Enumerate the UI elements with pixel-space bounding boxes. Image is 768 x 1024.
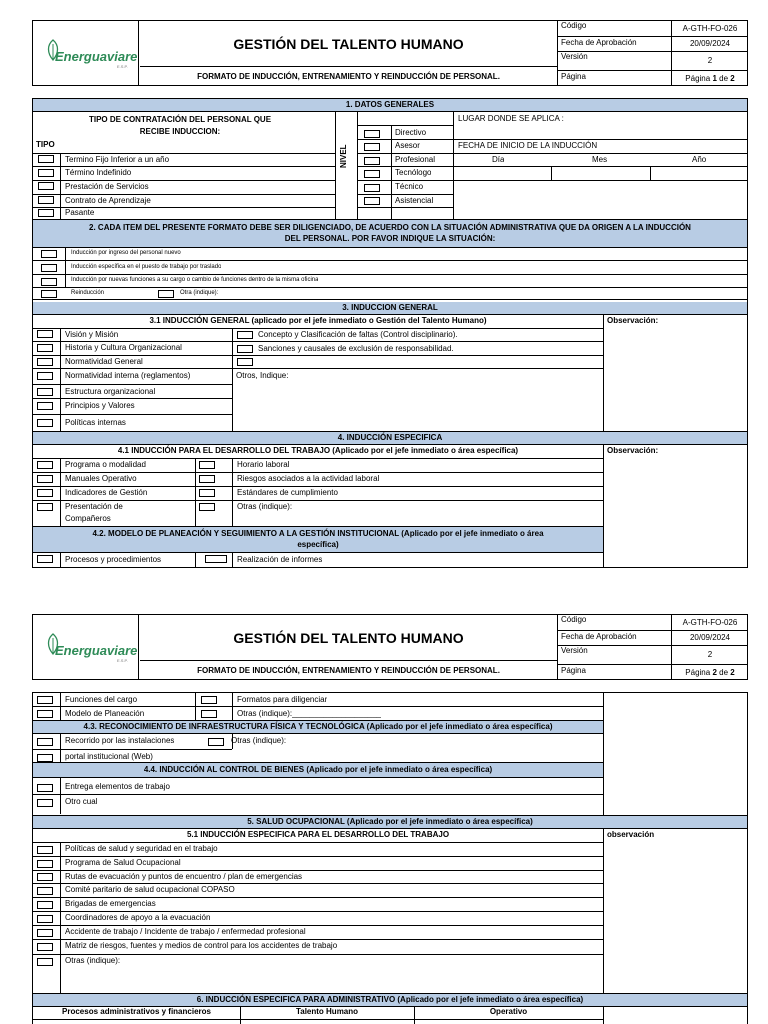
version-value: 2 [707, 650, 713, 659]
checkbox-salud-9[interactable] [37, 958, 53, 966]
checkbox-nuevas-funciones[interactable] [41, 278, 57, 286]
checkbox-modelo[interactable] [37, 710, 53, 718]
checkbox-salud-5[interactable] [37, 901, 53, 909]
especifica-indicadores: Indicadores de Gestión [65, 488, 148, 497]
page-title: GESTIÓN DEL TALENTO HUMANO [233, 630, 464, 646]
page-label: Página [561, 72, 586, 81]
checkbox-faltas[interactable] [237, 331, 253, 339]
checkbox-tipo-fijo[interactable] [38, 155, 54, 163]
especifica-manuales: Manuales Operativo [65, 474, 137, 483]
checkbox-nivel-asistencial[interactable] [364, 197, 380, 205]
checkbox-historia[interactable] [37, 344, 53, 352]
nivel-directivo: Directivo [395, 128, 427, 137]
nivel-asistencial: Asistencial [395, 196, 434, 205]
section5-band: 5. SALUD OCUPACIONAL (Aplicado por el jefe inmediato o área específica) [33, 816, 747, 828]
general-otros: Otros, Indique: [236, 371, 289, 380]
checkbox-tipo-indefinido[interactable] [38, 169, 54, 177]
tipo-pasante: Pasante [65, 208, 95, 217]
checkbox-salud-1[interactable] [37, 846, 53, 854]
general-estructura: Estructura organizacional [65, 387, 156, 396]
checkbox-nivel-directivo[interactable] [364, 130, 380, 138]
salud-otras: Otras (indique): [65, 956, 121, 965]
contract-type-title: TIPO DE CONTRATACIÓN DEL PERSONAL QUE RECIBE INDUCCION: [88, 115, 272, 136]
checkbox-otra-situacion[interactable] [158, 290, 174, 298]
section4-1-title: 4.1 INDUCCIÓN PARA EL DESARROLLO DEL TRABAJO (Aplicado por el jefe inmediato o área específica) [117, 446, 519, 455]
approval-value: 20/09/2024 [689, 39, 731, 48]
code-value: A-GTH-FO-026 [682, 24, 738, 33]
logo [33, 615, 139, 679]
especifica-programa: Programa o modalidad [65, 460, 146, 469]
general-normatividad: Normatividad General [65, 357, 143, 366]
mes-label: Mes [592, 155, 608, 164]
version-label: Versión [561, 646, 588, 655]
checkbox-sanciones[interactable] [237, 345, 253, 353]
general-faltas: Concepto y Clasificación de faltas (Control disciplinario). [258, 330, 458, 339]
tipo-prestacion: Prestación de Servicios [65, 182, 149, 191]
checkbox-tipo-prestacion[interactable] [38, 182, 54, 190]
salud-matriz: Matriz de riesgos, fuentes y medios de control para los accidentes de trabajo [65, 941, 338, 950]
checkbox-nivel-tecnologo[interactable] [364, 170, 380, 178]
checkbox-tipo-pasante[interactable] [38, 209, 54, 217]
logo-tag: E.S.P. [117, 658, 128, 663]
nivel-tecnico: Técnico [395, 182, 424, 191]
checkbox-normatividad[interactable] [37, 358, 53, 366]
checkbox-otros-general[interactable] [237, 358, 253, 366]
salud-accidente: Accidente de trabajo / Incidente de trabajo / enfermedad profesional [65, 927, 306, 936]
checkbox-otras-especifica[interactable] [199, 503, 215, 511]
checkbox-funciones[interactable] [37, 696, 53, 704]
checkbox-estructura[interactable] [37, 388, 53, 396]
logo-tag: E.S.P. [117, 64, 128, 69]
checkbox-salud-8[interactable] [37, 943, 53, 951]
code-value: A-GTH-FO-026 [682, 618, 738, 627]
general-principios: Principios y Valores [65, 401, 135, 410]
situacion-traslado: Inducción específica en el puesto de trabajo por traslado [71, 264, 222, 270]
section5-observacion: observación [607, 830, 655, 839]
general-vision: Visión y Misión [65, 330, 119, 339]
salud-programa: Programa de Salud Ocupacional [65, 858, 181, 867]
checkbox-salud-6[interactable] [37, 915, 53, 923]
version-value: 2 [707, 56, 713, 65]
version-label: Versión [561, 52, 588, 61]
planeacion-procesos: Procesos y procedimientos [65, 555, 162, 564]
approval-value: 20/09/2024 [689, 633, 731, 642]
p2-otro-cual: Otro cual [65, 797, 98, 806]
approval-label: Fecha de Aprobación [561, 632, 637, 641]
section5-1-title: 5.1 INDUCCIÓN ESPECIFICA PARA EL DESARROLLO DEL TRABAJO [186, 830, 450, 839]
section4-observacion: Observación: [607, 446, 659, 455]
col-talento-humano: Talento Humano [295, 1007, 359, 1016]
checkbox-recorrido[interactable] [37, 738, 53, 746]
checkbox-nivel-tecnico[interactable] [364, 184, 380, 192]
checkbox-otras-infra[interactable] [208, 738, 224, 746]
page-subtitle: FORMATO DE INDUCCIÓN, ENTRENAMIENTO Y REINDUCCIÓN DE PERSONAL. [197, 666, 500, 675]
checkbox-portal[interactable] [37, 754, 53, 762]
page-label: Página [561, 666, 586, 675]
checkbox-riesgos[interactable] [199, 475, 215, 483]
section1-band: 1. DATOS GENERALES [33, 99, 747, 111]
page-number: Página 2 de 2 [685, 668, 735, 677]
anio-label: Año [692, 155, 707, 164]
checkbox-reinduccion[interactable] [41, 290, 57, 298]
especifica-otras: Otras (indique): [237, 502, 293, 511]
page-number: Página 1 de 2 [685, 74, 735, 83]
checkbox-formatos[interactable] [201, 696, 217, 704]
nivel-asesor: Asesor [395, 141, 420, 150]
logo [33, 21, 139, 85]
page-title: GESTIÓN DEL TALENTO HUMANO [233, 36, 464, 52]
p2-funciones: Funciones del cargo [65, 695, 138, 704]
checkbox-ingreso[interactable] [41, 250, 57, 258]
dia-label: Día [492, 155, 505, 164]
approval-label: Fecha de Aprobación [561, 38, 637, 47]
checkbox-entrega[interactable] [37, 784, 53, 792]
checkbox-vision[interactable] [37, 330, 53, 338]
salud-rutas: Rutas de evacuación y puntos de encuentro / plan de emergencias [65, 872, 303, 881]
logo-text: Energuaviare [55, 643, 138, 658]
checkbox-salud-2[interactable] [37, 860, 53, 868]
section4-4-band: 4.4. INDUCCIÓN AL CONTROL DE BIENES (Aplicado por el jefe inmediato o área específica) [33, 763, 603, 777]
checkbox-otro-cual[interactable] [37, 799, 53, 807]
salud-copaso: Comité paritario de salud ocupacional COPASO [65, 885, 235, 894]
especifica-companeros: Compañeros [65, 514, 111, 523]
situacion-otra: Otra (indique): [180, 290, 219, 296]
section3-observacion: Observación: [607, 316, 659, 325]
logo-text: Energuaviare [55, 49, 138, 64]
checkbox-traslado[interactable] [41, 264, 57, 272]
checkbox-otras-modelo[interactable] [201, 710, 217, 718]
code-label: Código [561, 615, 587, 624]
page-subtitle: FORMATO DE INDUCCIÓN, ENTRENAMIENTO Y REINDUCCIÓN DE PERSONAL. [197, 72, 500, 81]
checkbox-informes[interactable] [205, 555, 227, 563]
checkbox-principios[interactable] [37, 402, 53, 410]
section3-band: 3. INDUCCION GENERAL [33, 302, 747, 314]
col-operativo: Operativo [489, 1007, 528, 1016]
p2-portal: portal institucional (Web) [65, 752, 153, 761]
checkbox-nivel-profesional[interactable] [364, 157, 380, 165]
col-procesos-admin: Procesos administrativos y financieros [62, 1007, 211, 1016]
lugar-label: LUGAR DONDE SE APLICA : [458, 114, 564, 123]
tipo-fijo: Termino Fijo Inferior a un año [65, 155, 170, 164]
fecha-label: FECHA DE INICIO DE LA INDUCCIÓN [458, 141, 598, 150]
tipo-indefinido: Término Indefinido [65, 168, 132, 177]
p2-otras: Otras (indique):____________________ [237, 709, 382, 718]
section3-1-title: 3.1 INDUCCIÓN GENERAL (aplicado por el jefe inmediato o Gestión del Talento Humano) [149, 316, 487, 325]
checkbox-indicadores[interactable] [37, 489, 53, 497]
situacion-reinduccion: Reinducción [71, 290, 105, 296]
checkbox-presentacion[interactable] [37, 503, 53, 511]
tipo-label: TIPO [36, 140, 55, 149]
situacion-nuevas-funciones: Inducción por nuevas funciones a su cargo o cambio de funciones dentro de la misma oficina [71, 277, 319, 283]
general-sanciones: Sanciones y causales de exclusión de responsabilidad. [258, 344, 454, 353]
p2-formatos: Formatos para diligenciar [237, 695, 328, 704]
nivel-label: NIVEL [339, 144, 348, 168]
p2-entrega: Entrega elementos de trabajo [65, 782, 170, 791]
especifica-riesgos: Riesgos asociados a la actividad laboral [237, 474, 380, 483]
salud-politicas: Políticas de salud y seguridad en el trabajo [65, 844, 218, 853]
nivel-tecnologo: Tecnólogo [395, 168, 432, 177]
checkbox-salud-3[interactable] [37, 873, 53, 881]
especifica-presentacion: Presentación de [65, 502, 123, 511]
planeacion-informes: Realización de informes [237, 555, 323, 564]
checkbox-horario[interactable] [199, 461, 215, 469]
section2-band: 2. CADA ITEM DEL PRESENTE FORMATO DEBE SER DILIGENCIADO, DE ACUERDO CON LA SITUACIÓN ADMINISTRATIVA QUE DA ORIGEN A LA INDUCCIÓN DEL PERSONAL. POR FAVOR INDIQUE LA SITUACIÓN: [33, 220, 747, 247]
checkbox-programa[interactable] [37, 461, 53, 469]
checkbox-procesos[interactable] [37, 555, 53, 563]
nivel-profesional: Profesional [395, 155, 436, 164]
situacion-ingreso: Inducción por ingreso del personal nuevo [71, 250, 181, 256]
general-politicas: Políticas internas [65, 418, 126, 427]
general-normatividad-interna: Normatividad interna (reglamentos) [65, 371, 191, 380]
checkbox-salud-4[interactable] [37, 887, 53, 895]
p2-recorrido: Recorrido por las instalaciones [65, 736, 175, 745]
general-historia: Historia y Cultura Organizacional [65, 343, 182, 352]
p2-modelo: Modelo de Planeación [65, 709, 145, 718]
checkbox-tipo-aprendizaje[interactable] [38, 196, 54, 204]
checkbox-politicas[interactable] [37, 419, 53, 427]
section6-band: 6. INDUCCIÓN ESPECIFICA PARA ADMINISTRATIVO (Aplicado por el jefe inmediato o área específica) [33, 994, 747, 1006]
checkbox-salud-7[interactable] [37, 929, 53, 937]
especifica-horario: Horario laboral [237, 460, 290, 469]
salud-brigadas: Brigadas de emergencias [65, 899, 156, 908]
checkbox-estandares[interactable] [199, 489, 215, 497]
code-label: Código [561, 21, 587, 30]
checkbox-normatividad-interna[interactable] [37, 372, 53, 380]
checkbox-nivel-asesor[interactable] [364, 143, 380, 151]
tipo-aprendizaje: Contrato de Aprendizaje [65, 196, 151, 205]
section4-2-band: 4.2. MODELO DE PLANEACIÓN Y SEGUIMIENTO A LA GESTIÓN INSTITUCIONAL (Aplicado por el jefe inmediato o área específica) [33, 527, 603, 552]
salud-coordinadores: Coordinadores de apoyo a la evacuación [65, 913, 211, 922]
p2-otras-infra: Otras (indique): [231, 736, 287, 745]
section4-3-band: 4.3. RECONOCIMIENTO DE INFRAESTRUCTURA FÍSICA Y TECNOLÓGICA (Aplicado por el jefe inmediato o área específica) [33, 721, 603, 733]
checkbox-manuales[interactable] [37, 475, 53, 483]
section4-band: 4. INDUCCIÓN ESPECIFICA [33, 432, 747, 444]
especifica-estandares: Estándares de cumplimiento [237, 488, 338, 497]
